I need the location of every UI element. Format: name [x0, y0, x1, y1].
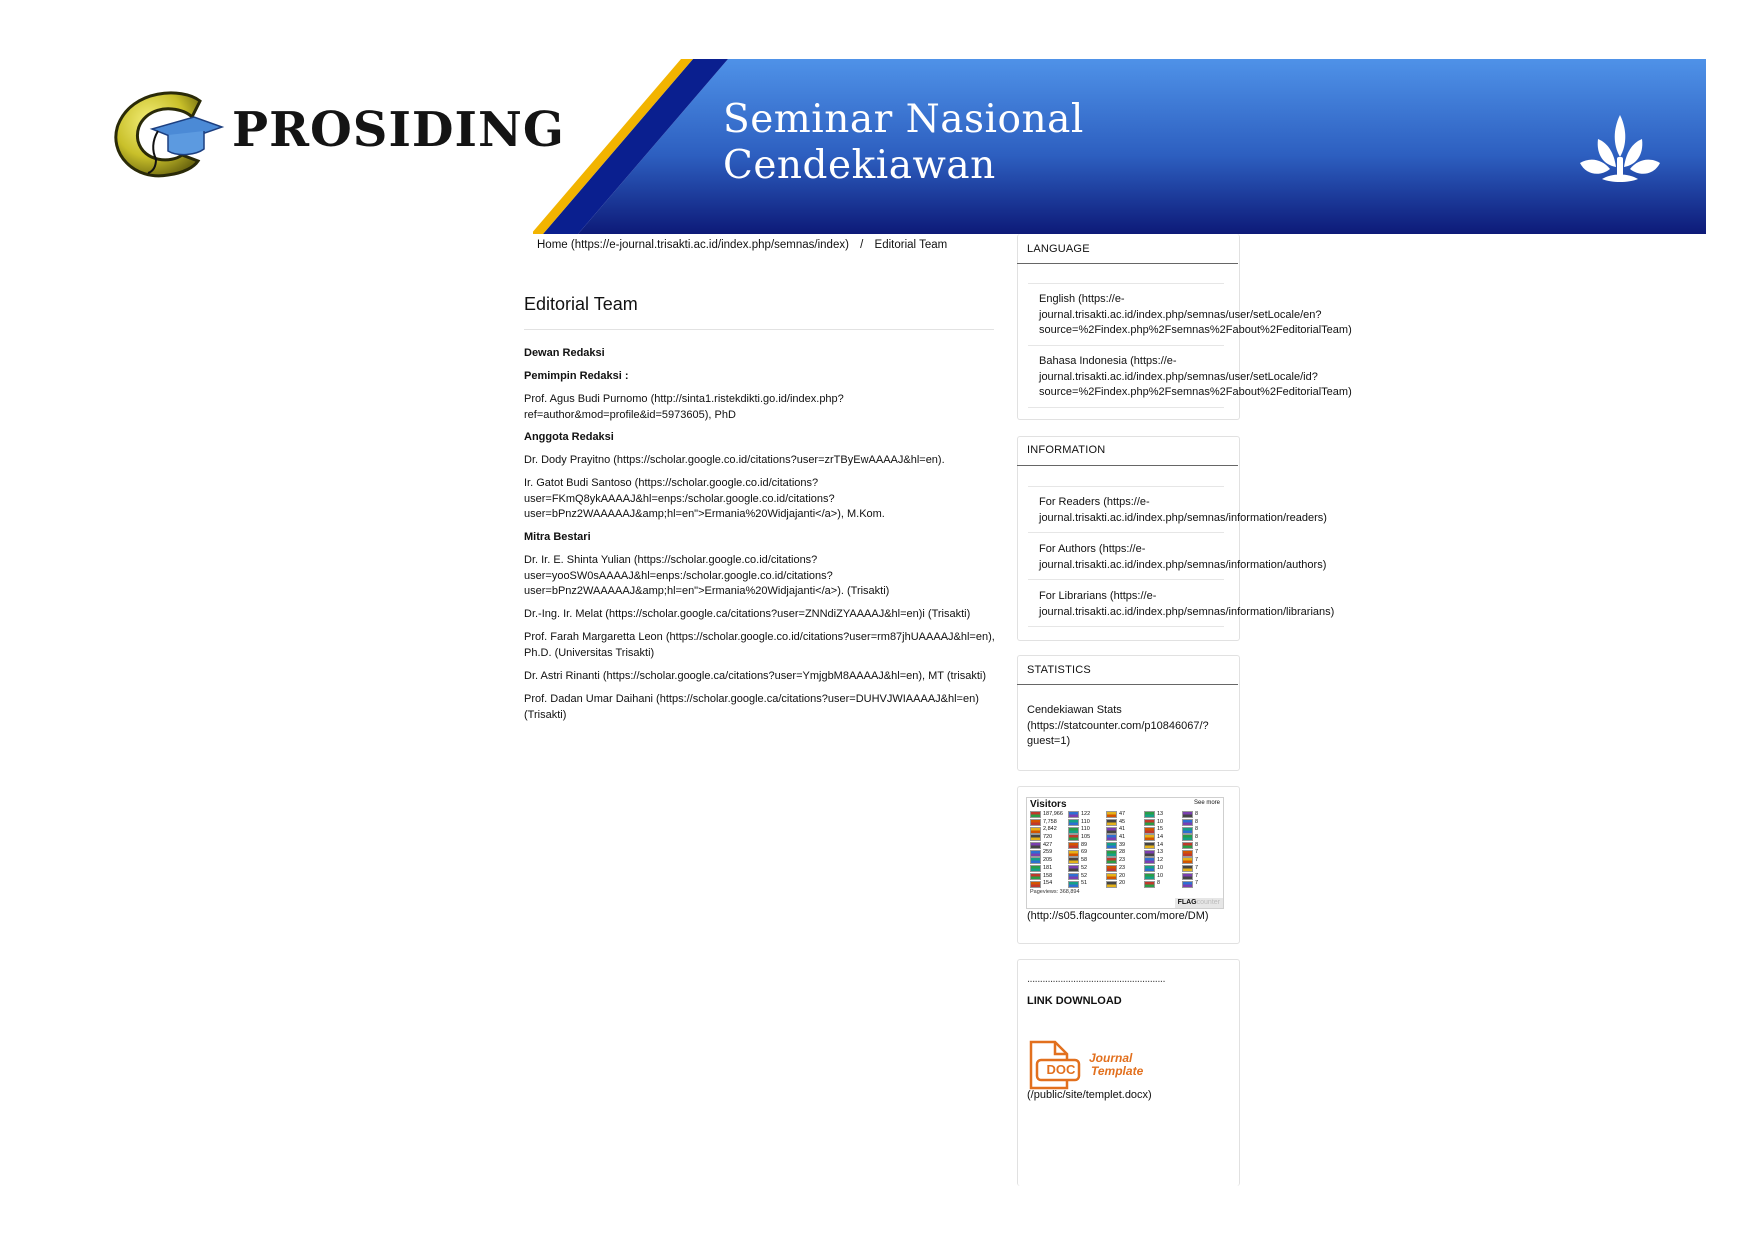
- flag-counter-cell: [1144, 811, 1182, 819]
- information-block-title: INFORMATION: [1027, 444, 1106, 456]
- country-flag-icon: [1030, 881, 1041, 888]
- flag-counter-count: 39: [1119, 841, 1126, 848]
- pemimpin-link-line2[interactable]: ref=author&mod=profile&id=5973605), PhD: [524, 408, 736, 421]
- language-english-item: [1039, 292, 1352, 339]
- language-block-title: LANGUAGE: [1027, 243, 1090, 255]
- mitra-link-1-line1[interactable]: Dr. Ir. E. Shinta Yulian (https://scholar.google.co.id/citations?: [524, 554, 818, 566]
- flagcounter-brand-counter: counter: [1196, 899, 1220, 906]
- flag-counter-cell: [1182, 873, 1220, 881]
- flag-counter-cell: [1144, 826, 1182, 834]
- flag-counter-count: 41: [1119, 834, 1126, 841]
- country-flag-icon: [1144, 834, 1155, 841]
- country-flag-icon: [1068, 819, 1079, 826]
- anggota-entry-1: [524, 453, 945, 469]
- statistics-item: [1027, 703, 1209, 750]
- flag-counter-cell: [1144, 873, 1182, 881]
- information-item-rule: [1028, 626, 1224, 627]
- country-flag-icon: [1144, 857, 1155, 864]
- language-item-rule: [1028, 345, 1224, 346]
- flag-counter-cell: [1106, 811, 1144, 819]
- flag-counter-cell: [1106, 842, 1144, 850]
- download-link-item: [1027, 1088, 1152, 1104]
- info-librarians-link-line1[interactable]: For Librarians (https://e-: [1039, 590, 1157, 602]
- banner-title-line2: Cendekiawan: [723, 143, 996, 188]
- pageviews-value: 368,894: [1059, 889, 1080, 895]
- country-flag-icon: [1182, 881, 1193, 888]
- flag-counter-cell: [1068, 880, 1106, 888]
- flag-counter-cell: [1068, 873, 1106, 881]
- country-flag-icon: [1030, 850, 1041, 857]
- flag-counter-cell: [1182, 849, 1220, 857]
- information-item-rule: [1028, 486, 1224, 487]
- flag-counter-count: 8: [1195, 811, 1199, 817]
- country-flag-icon: [1144, 873, 1155, 880]
- country-flag-icon: [1030, 827, 1041, 834]
- language-english-link-line2[interactable]: journal.trisakti.ac.id/index.php/semnas/user/setLocale/en?: [1039, 308, 1322, 321]
- info-librarians-item: [1039, 589, 1334, 620]
- flag-counter-cell: [1182, 865, 1220, 873]
- flag-counter-cell: [1030, 865, 1068, 873]
- flag-counter-heading: Visitors: [1030, 799, 1067, 810]
- title-divider: [524, 329, 994, 330]
- flag-counter-cell: [1144, 880, 1182, 888]
- flag-counter-cell: [1182, 842, 1220, 850]
- country-flag-icon: [1182, 873, 1193, 880]
- flag-counter-cell: [1068, 849, 1106, 857]
- flag-counter-cell: [1144, 849, 1182, 857]
- flag-counter-cell: [1068, 834, 1106, 842]
- flag-counter-cell: [1106, 880, 1144, 888]
- breadcrumb-separator: /: [860, 239, 864, 251]
- country-flag-icon: [1106, 865, 1117, 872]
- flag-counter-count: 7: [1195, 872, 1199, 879]
- statistics-link-line1[interactable]: Cendekiawan Stats: [1027, 704, 1122, 716]
- anggota-link-2-line1[interactable]: Ir. Gatot Budi Santoso (https://scholar.google.co.id/citations?: [524, 477, 819, 489]
- anggota-redaksi-heading: Anggota Redaksi: [524, 431, 614, 443]
- language-item-rule: [1028, 283, 1224, 284]
- flag-counter-count: 122: [1081, 811, 1091, 817]
- flag-counter-count: 14: [1157, 834, 1164, 841]
- pemimpin-entry: [524, 392, 844, 423]
- flag-counter-count: 58: [1081, 857, 1088, 864]
- country-flag-icon: [1182, 827, 1193, 834]
- pemimpin-link-line1[interactable]: Prof. Agus Budi Purnomo (http://sinta1.ristekdikti.go.id/index.php?: [524, 393, 844, 405]
- flag-counter-count: 427: [1043, 841, 1053, 848]
- mitra-link-3-line1[interactable]: Prof. Farah Margaretta Leon (https://scholar.google.co.id/citations?user=rm87jhUAAAAJ&hl=en),: [524, 631, 995, 643]
- statistics-title-rule: [1017, 684, 1238, 685]
- banner-background: [533, 59, 1706, 234]
- flag-counter-cell: [1144, 834, 1182, 842]
- download-dots: ......................................................: [1027, 973, 1166, 985]
- country-flag-icon: [1068, 881, 1079, 888]
- country-flag-icon: [1106, 873, 1117, 880]
- flagcounter-brand: [1175, 898, 1223, 908]
- language-item-rule: [1028, 407, 1224, 408]
- flag-counter-count: 69: [1081, 849, 1088, 856]
- flag-counter-cell: [1182, 857, 1220, 865]
- language-indonesia-link-line1[interactable]: Bahasa Indonesia (https://e-: [1039, 355, 1177, 367]
- information-item-rule: [1028, 532, 1224, 533]
- country-flag-icon: [1182, 857, 1193, 864]
- country-flag-icon: [1030, 873, 1041, 880]
- flag-counter-cell: [1182, 811, 1220, 819]
- flag-counter-count: 110: [1081, 818, 1090, 825]
- country-flag-icon: [1144, 865, 1155, 872]
- flag-counter-cell: [1030, 811, 1068, 819]
- flag-counter-count: 720: [1043, 834, 1053, 841]
- country-flag-icon: [1068, 842, 1079, 849]
- journal-template-label: [1089, 1052, 1143, 1078]
- country-flag-icon: [1106, 834, 1117, 841]
- flag-counter-count: 28: [1119, 849, 1126, 856]
- flag-counter-cell: [1030, 873, 1068, 881]
- flag-counter-cell: [1106, 819, 1144, 827]
- country-flag-icon: [1106, 857, 1117, 864]
- flag-counter-count: 158: [1043, 872, 1053, 879]
- country-flag-icon: [1030, 834, 1041, 841]
- flag-counter-cell: [1144, 857, 1182, 865]
- flag-counter-count: 13: [1157, 849, 1164, 856]
- breadcrumb-current: Editorial Team: [874, 239, 948, 251]
- flag-counter-cell: [1030, 857, 1068, 865]
- language-indonesia-link-line3[interactable]: source=%2Findex.php%2Fsemnas%2Fabout%2FeditorialTeam): [1039, 386, 1352, 398]
- country-flag-icon: [1182, 834, 1193, 841]
- header-banner: [533, 59, 1706, 234]
- pemimpin-redaksi-heading: Pemimpin Redaksi :: [524, 370, 629, 382]
- statistics-link-line2[interactable]: (https://statcounter.com/p10846067/?: [1027, 719, 1209, 732]
- flag-counter-cell: [1144, 819, 1182, 827]
- flag-counter-count: 10: [1157, 872, 1164, 879]
- flag-counter-cell: [1068, 811, 1106, 819]
- banner-title-line1: Seminar Nasional: [723, 97, 1084, 142]
- flag-counter-cell: [1030, 849, 1068, 857]
- flag-counter-count: 23: [1119, 857, 1126, 864]
- flag-counter-cell: [1030, 880, 1068, 888]
- info-readers-link-line1[interactable]: For Readers (https://e-: [1039, 496, 1150, 508]
- country-flag-icon: [1144, 819, 1155, 826]
- breadcrumb-home-link[interactable]: Home (https://e-journal.trisakti.ac.id/index.php/semnas/index): [537, 239, 849, 251]
- journal-template-line2: Template: [1091, 1064, 1144, 1078]
- mitra-entry-1: [524, 553, 889, 600]
- flag-counter-pageviews: [1030, 889, 1080, 895]
- anggota-entry-2: [524, 476, 885, 523]
- country-flag-icon: [1144, 850, 1155, 857]
- flag-counter-cell: [1030, 826, 1068, 834]
- flag-counter-cell: [1030, 834, 1068, 842]
- flag-counter-link[interactable]: (http://s05.flagcounter.com/more/DM): [1027, 910, 1209, 922]
- flag-counter-cell: [1106, 826, 1144, 834]
- anggota-link-2-line2[interactable]: user=FKmQ8ykAAAAJ&hl=enps:/scholar.google.co.id/citations?: [524, 492, 835, 505]
- info-readers-link-line2[interactable]: journal.trisakti.ac.id/index.php/semnas/information/readers): [1039, 511, 1327, 524]
- flag-counter-count: 12: [1157, 857, 1164, 864]
- country-flag-icon: [1182, 819, 1193, 826]
- flag-counter-count: 2,842: [1043, 826, 1057, 833]
- flag-counter-count: 105: [1081, 834, 1091, 841]
- flag-counter-count: 110: [1081, 826, 1090, 833]
- flag-counter-count: 7: [1195, 857, 1199, 864]
- flag-counter-cell: [1030, 819, 1068, 827]
- flag-counter-cell: [1068, 819, 1106, 827]
- flag-counter-cell: [1106, 857, 1144, 865]
- mitra-link-5-line2[interactable]: (Trisakti): [524, 708, 567, 721]
- flag-counter-grid: [1030, 811, 1220, 888]
- country-flag-icon: [1068, 811, 1079, 818]
- language-english-link-line3[interactable]: source=%2Findex.php%2Fsemnas%2Fabout%2FeditorialTeam): [1039, 324, 1352, 336]
- mitra-link-4[interactable]: Dr. Astri Rinanti (https://scholar.google.ca/citations?user=YmjgbM8AAAAJ&hl=en), MT (trisakti): [524, 670, 986, 682]
- journal-template-line1: Journal: [1089, 1051, 1133, 1065]
- download-block-title: LINK DOWNLOAD: [1027, 995, 1122, 1007]
- info-readers-item: [1039, 495, 1327, 526]
- flag-counter-see-more: See more: [1193, 800, 1220, 806]
- country-flag-icon: [1106, 827, 1117, 834]
- flag-counter-cell: [1182, 826, 1220, 834]
- mitra-link-2[interactable]: Dr.-Ing. Ir. Melat (https://scholar.google.ca/citations?user=ZNNdiZYAAAAJ&hl=en)i (Trisakti): [524, 608, 971, 620]
- country-flag-icon: [1030, 819, 1041, 826]
- flag-counter-count: 7: [1195, 849, 1199, 856]
- anggota-link-1[interactable]: Dr. Dody Prayitno (https://scholar.google.co.id/citations?user=zrTByEwAAAAJ&hl=en).: [524, 454, 945, 466]
- pageviews-label: Pageviews:: [1030, 889, 1059, 895]
- flag-counter-cell: [1068, 842, 1106, 850]
- flag-counter-count: 51: [1081, 880, 1088, 887]
- flag-counter-cell: [1068, 865, 1106, 873]
- info-librarians-link-line2[interactable]: journal.trisakti.ac.id/index.php/semnas/information/librarians): [1039, 605, 1335, 618]
- page-title: Editorial Team: [524, 294, 638, 314]
- country-flag-icon: [1182, 842, 1193, 849]
- country-flag-icon: [1068, 873, 1079, 880]
- statistics-link-line3[interactable]: guest=1): [1027, 735, 1071, 747]
- cendekiawan-emblem-icon: [112, 89, 242, 181]
- flagcounter-brand-flag: FLAG: [1177, 899, 1197, 906]
- flag-counter-count: 8: [1195, 818, 1199, 825]
- statistics-block-title: STATISTICS: [1027, 664, 1091, 676]
- prosiding-logo[interactable]: [112, 89, 565, 181]
- information-item-rule: [1028, 579, 1224, 580]
- country-flag-icon: [1068, 850, 1079, 857]
- flag-counter-cell: [1106, 834, 1144, 842]
- mitra-bestari-heading: Mitra Bestari: [524, 531, 591, 543]
- flag-counter-count: 7: [1195, 880, 1199, 887]
- flag-counter-count: 259: [1043, 849, 1053, 856]
- flag-counter-count: 23: [1119, 864, 1126, 871]
- mitra-entry-5: [524, 692, 979, 723]
- anggota-link-2-line3[interactable]: user=bPnz2WAAAAAJ&amp;hl=en">Ermania%20Widjajanti</a>), M.Kom.: [524, 508, 885, 520]
- flag-counter-count: 10: [1157, 818, 1164, 825]
- country-flag-icon: [1068, 827, 1079, 834]
- mitra-link-1-line2[interactable]: user=yooSW0sAAAAJ&hl=enps:/scholar.google.co.id/citations?: [524, 569, 833, 582]
- country-flag-icon: [1182, 811, 1193, 818]
- flag-counter-count: 205: [1043, 857, 1053, 864]
- info-authors-link-line1[interactable]: For Authors (https://e-: [1039, 543, 1146, 555]
- flag-counter-count: 52: [1081, 864, 1088, 871]
- mitra-entry-4: [524, 669, 986, 685]
- flag-counter-count: 41: [1119, 826, 1126, 833]
- mitra-link-3-line2[interactable]: Ph.D. (Universitas Trisakti): [524, 646, 655, 659]
- flag-counter-count: 181: [1043, 864, 1053, 871]
- flag-counter-count: 47: [1119, 811, 1126, 817]
- country-flag-icon: [1068, 834, 1079, 841]
- flag-counter-count: 52: [1081, 872, 1088, 879]
- flag-counter-cell: [1144, 842, 1182, 850]
- logo-text: PROSIDING: [232, 102, 565, 158]
- flag-counter-cell: [1182, 819, 1220, 827]
- flag-counter-count: 20: [1119, 880, 1126, 887]
- flag-counter-cell: [1144, 865, 1182, 873]
- country-flag-icon: [1182, 850, 1193, 857]
- breadcrumb: [537, 239, 947, 251]
- mitra-entry-2: [524, 607, 970, 623]
- flag-counter-count: 20: [1119, 872, 1126, 879]
- flag-counter-cell: [1030, 842, 1068, 850]
- country-flag-icon: [1030, 842, 1041, 849]
- flag-counter-cell: [1106, 873, 1144, 881]
- flag-counter-cell: [1182, 880, 1220, 888]
- flag-counter-widget[interactable]: [1026, 797, 1224, 909]
- flag-counter-count: 10: [1157, 864, 1164, 871]
- flag-counter-count: 45: [1119, 818, 1126, 825]
- info-authors-item: [1039, 542, 1326, 573]
- country-flag-icon: [1106, 842, 1117, 849]
- country-flag-icon: [1144, 811, 1155, 818]
- mitra-entry-3: [524, 630, 995, 661]
- flag-counter-count: 13: [1157, 811, 1164, 817]
- country-flag-icon: [1144, 827, 1155, 834]
- dewan-redaksi-heading: Dewan Redaksi: [524, 347, 605, 359]
- flag-counter-count: 187,966: [1043, 811, 1063, 817]
- country-flag-icon: [1030, 811, 1041, 818]
- flag-counter-count: 89: [1081, 841, 1088, 848]
- mitra-link-5-line1[interactable]: Prof. Dadan Umar Daihani (https://scholar.google.ca/citations?user=DUHVJWIAAAAJ&hl=en): [524, 693, 979, 705]
- country-flag-icon: [1030, 857, 1041, 864]
- country-flag-icon: [1030, 865, 1041, 872]
- flag-counter-count: 14: [1157, 841, 1164, 848]
- country-flag-icon: [1106, 811, 1117, 818]
- information-title-rule: [1017, 465, 1238, 466]
- country-flag-icon: [1106, 850, 1117, 857]
- country-flag-icon: [1106, 881, 1117, 888]
- info-authors-link-line2[interactable]: journal.trisakti.ac.id/index.php/semnas/information/authors): [1039, 558, 1327, 571]
- language-indonesia-item: [1039, 354, 1352, 401]
- flag-counter-count: 7: [1195, 864, 1199, 871]
- flag-counter-count: 8: [1195, 834, 1199, 841]
- journal-template-download[interactable]: [1025, 1040, 1153, 1092]
- language-title-rule: [1017, 263, 1238, 264]
- doc-badge-text: DOC: [1046, 1062, 1076, 1077]
- language-indonesia-link-line2[interactable]: journal.trisakti.ac.id/index.php/semnas/user/setLocale/id?: [1039, 370, 1318, 383]
- template-download-link[interactable]: (/public/site/templet.docx): [1027, 1089, 1152, 1101]
- country-flag-icon: [1144, 881, 1155, 888]
- flag-counter-count: 8: [1195, 841, 1199, 848]
- flag-counter-count: 15: [1157, 826, 1164, 833]
- flag-counter-link-item: [1027, 909, 1209, 925]
- country-flag-icon: [1106, 819, 1117, 826]
- country-flag-icon: [1068, 857, 1079, 864]
- country-flag-icon: [1068, 865, 1079, 872]
- country-flag-icon: [1144, 842, 1155, 849]
- flag-counter-cell: [1068, 857, 1106, 865]
- flag-counter-cell: [1068, 826, 1106, 834]
- mitra-link-1-line3[interactable]: user=bPnz2WAAAAAJ&amp;hl=en">Ermania%20Widjajanti</a>). (Trisakti): [524, 585, 890, 597]
- flag-counter-cell: [1182, 834, 1220, 842]
- trisakti-emblem-icon: [1578, 113, 1662, 187]
- flag-counter-count: 8: [1157, 880, 1161, 887]
- flag-counter-count: 7,758: [1043, 818, 1057, 825]
- flag-counter-count: 154: [1043, 880, 1053, 887]
- flag-counter-cell: [1106, 849, 1144, 857]
- country-flag-icon: [1182, 865, 1193, 872]
- flag-counter-count: 8: [1195, 826, 1199, 833]
- language-english-link-line1[interactable]: English (https://e-: [1039, 293, 1125, 305]
- flag-counter-cell: [1106, 865, 1144, 873]
